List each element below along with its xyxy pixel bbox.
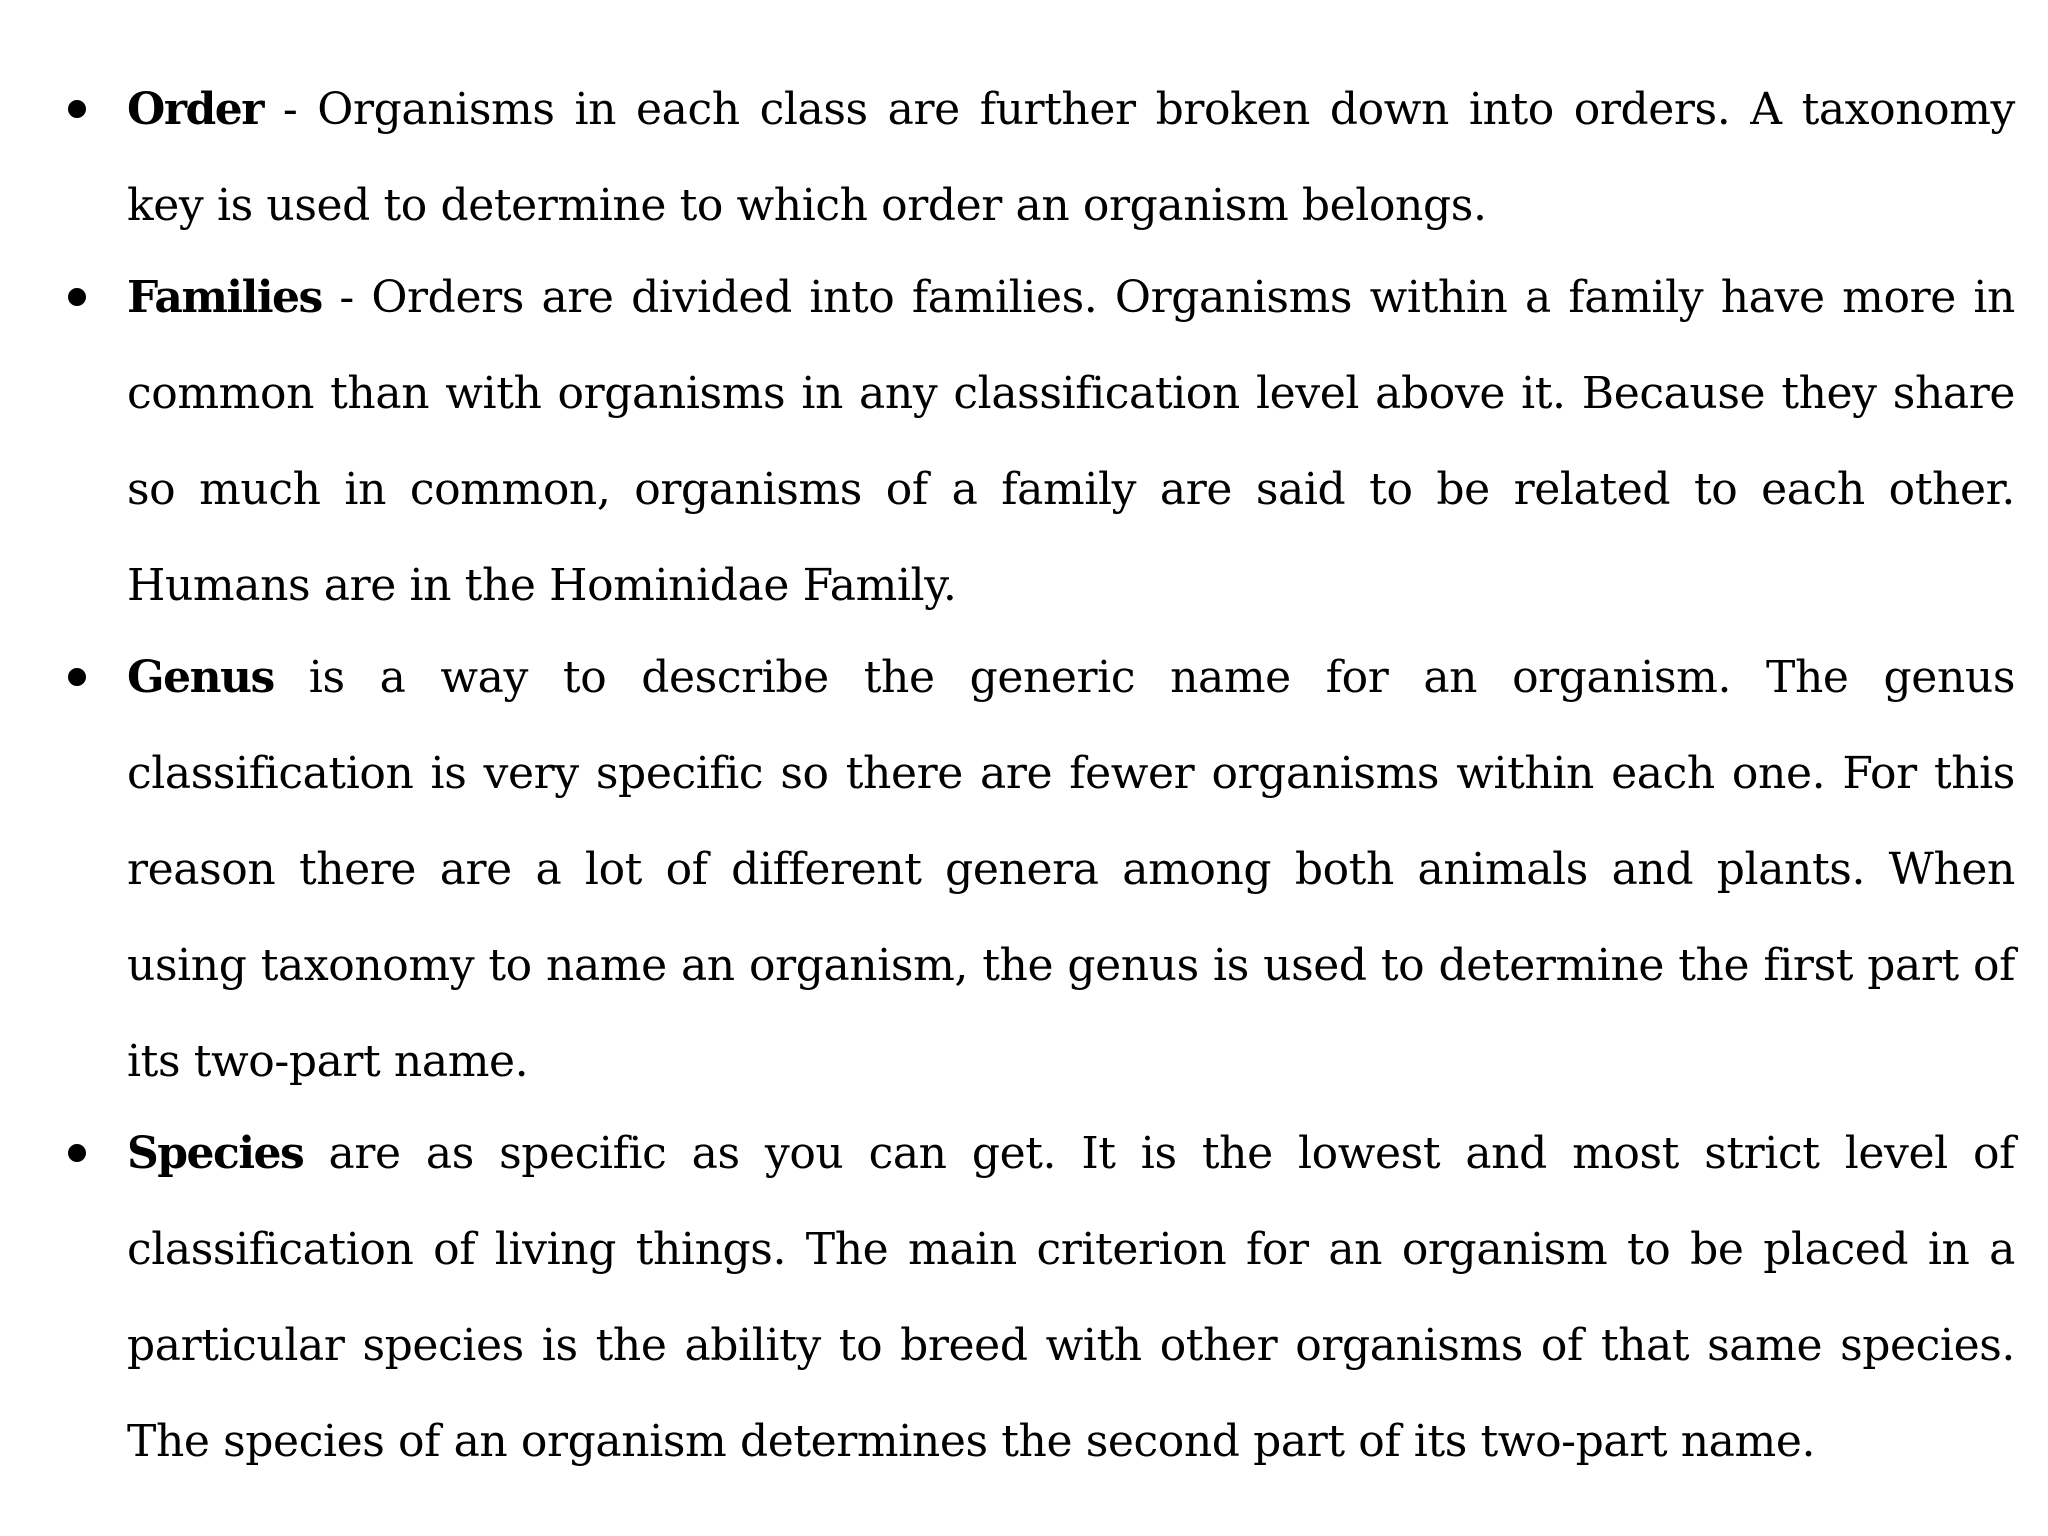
bullet-icon — [68, 1144, 86, 1162]
definition-species: are as specific as you can get. It is the lowest and most strict level of classification of living things. The main criterion for an organism to be placed in a particular species is the ability to breed with other organisms of that same species. The species of an organism determines the second part of its two-part name. — [127, 1128, 2015, 1467]
term-families: Families — [127, 272, 322, 323]
bullet-icon — [68, 288, 86, 306]
bullet-icon — [68, 100, 86, 118]
bullet-icon — [68, 668, 86, 686]
term-species: Species — [127, 1128, 304, 1179]
definition-genus: is a way to describe the generic name for an organism. The genus classification is very specific so there are fewer organisms within each one. For this reason there are a lot of different genera among both animals and plants. When using taxonomy to name an organism, the genus is used to determine the first part of its two-part name. — [127, 652, 2015, 1087]
term-genus: Genus — [127, 652, 274, 703]
list-item-genus — [60, 630, 2015, 1110]
list-item-species — [60, 1106, 2015, 1490]
term-order: Order — [127, 84, 263, 135]
taxonomy-bullet-list — [60, 62, 2015, 1486]
definition-order: - Organisms in each class are further broken down into orders. A taxonomy key is used to determine to which order an organism belongs. — [127, 84, 2015, 231]
list-item-families — [60, 250, 2015, 634]
list-item-order — [60, 62, 2015, 254]
definition-families: - Orders are divided into families. Organisms within a family have more in common than with organisms in any classification level above it. Because they share so much in common, organisms of a family are said to be related to each other. Humans are in the Hominidae Family. — [127, 272, 2015, 611]
